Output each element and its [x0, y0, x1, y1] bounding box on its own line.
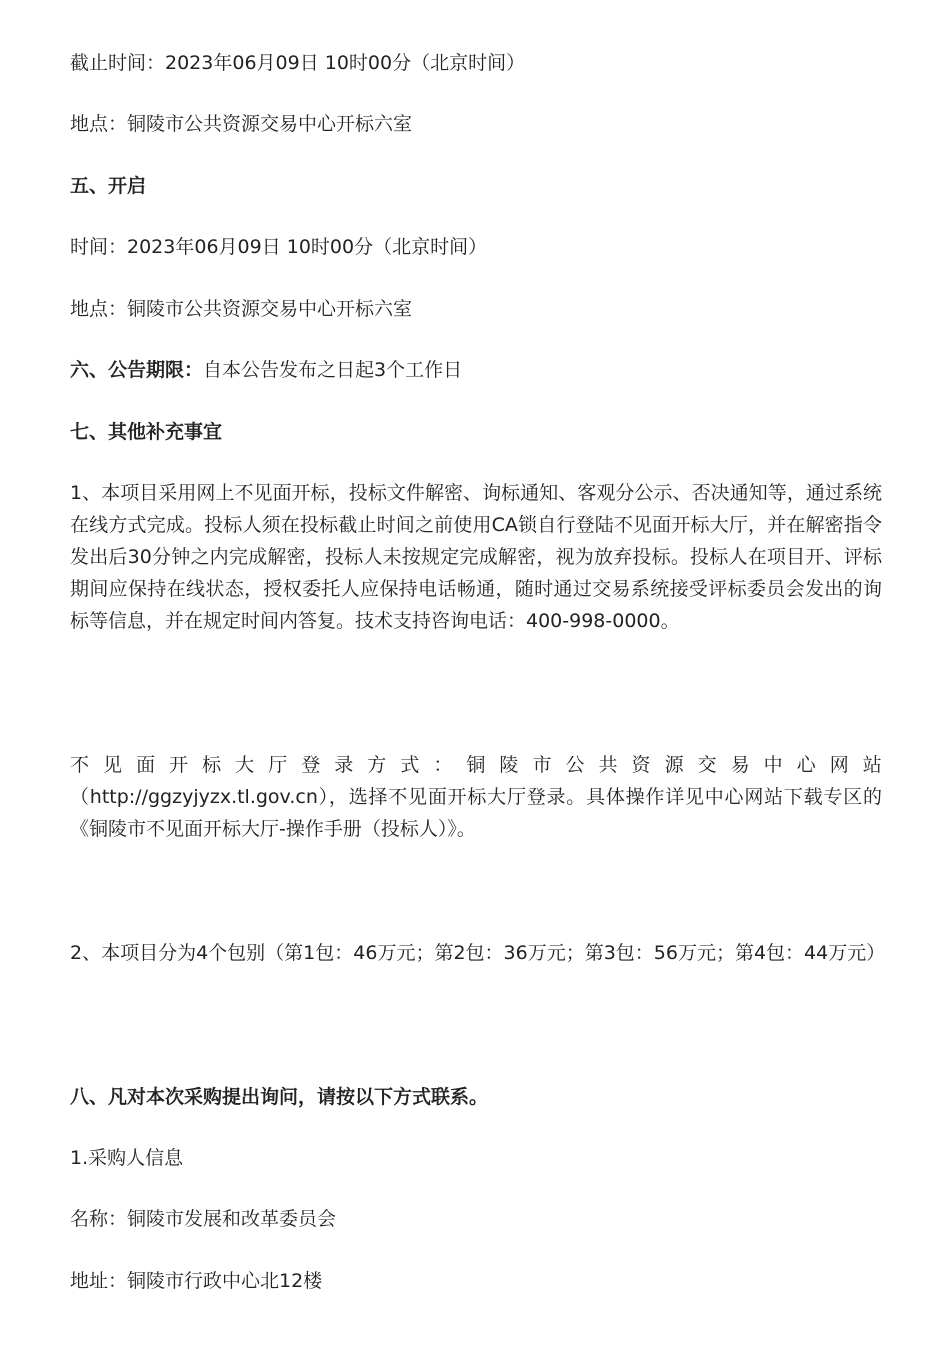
login-rest-text: （http://ggzyjyzx.tl.gov.cn），选择不见面开标大厅登录。具体操作详见中心网站下载专区的《铜陵市不见面开标大厅-操作手册（投标人）》。: [70, 786, 882, 840]
deadline-line: 截止时间：2023年06月09日 10时00分（北京时间）: [70, 52, 526, 74]
login-heading-char: 中: [763, 754, 783, 776]
login-heading-char: 不: [70, 754, 90, 776]
login-heading-char: 式: [400, 754, 420, 776]
login-heading-char: 方: [367, 754, 387, 776]
login-heading-char: 铜: [466, 754, 486, 776]
login-heading-char: 资: [631, 754, 651, 776]
purchaser-address-line: 地址：铜陵市行政中心北12楼: [70, 1270, 323, 1292]
login-heading-char: 见: [103, 754, 123, 776]
section6-label: 六、公告期限：: [70, 359, 204, 381]
login-heading-char: 登: [301, 754, 321, 776]
item1-paragraph: 1、本项目采用网上不见面开标，投标文件解密、询标通知、客观分公示、否决通知等，通过系统在线方式完成。投标人须在投标截止时间之前使用CA锁自行登陆不见面开标大厅，并在解密指令发出后30分钟之内完成解密，投标人未按规定完成解密，视为放弃投标。投标人在项目开、评标期间应保持在线状态，授权委托人应保持电话畅通，随时通过交易系统接受评标委员会发出的询标等信息，并在规定时间内答复。技术支持咨询电话：400-998-0000。: [70, 482, 882, 632]
deadline-location-line: 地点：铜陵市公共资源交易中心开标六室: [70, 113, 413, 135]
item2-paragraph: 2、本项目分为4个包别（第1包：46万元；第2包：36万元；第3包：56万元；第4包：44万元）: [70, 942, 886, 964]
section6-value: 自本公告发布之日起3个工作日: [203, 359, 463, 381]
section7-heading: 七、其他补充事宜: [70, 421, 223, 443]
login-heading-char: 共: [598, 754, 618, 776]
login-paragraph: [70, 749, 882, 845]
login-heading-char: ：: [433, 754, 453, 776]
login-heading-char: 站: [862, 754, 882, 776]
login-heading-char: 源: [664, 754, 684, 776]
purchaser-name-line: 名称：铜陵市发展和改革委员会: [70, 1208, 337, 1230]
login-heading-char: 市: [532, 754, 552, 776]
login-heading-char: 心: [796, 754, 816, 776]
login-heading-char: 大: [235, 754, 255, 776]
login-heading-char: 面: [136, 754, 156, 776]
section8-heading: 八、凡对本次采购提出询问，请按以下方式联系。: [70, 1086, 489, 1108]
login-heading-char: 公: [565, 754, 585, 776]
open-time-line: 时间：2023年06月09日 10时00分（北京时间）: [70, 236, 488, 258]
open-location-line: 地点：铜陵市公共资源交易中心开标六室: [70, 298, 413, 320]
login-heading-line: [70, 749, 882, 781]
login-heading-char: 交: [697, 754, 717, 776]
section5-heading: 五、开启: [70, 175, 147, 197]
login-heading-char: 网: [829, 754, 849, 776]
login-heading-char: 标: [202, 754, 222, 776]
section6-line: [70, 354, 882, 386]
login-heading-char: 易: [730, 754, 750, 776]
login-heading-char: 陵: [499, 754, 519, 776]
login-heading-char: 录: [334, 754, 354, 776]
login-heading-char: 厅: [268, 754, 288, 776]
purchaser-info-line: 1.采购人信息: [70, 1147, 184, 1169]
login-heading-char: 开: [169, 754, 189, 776]
